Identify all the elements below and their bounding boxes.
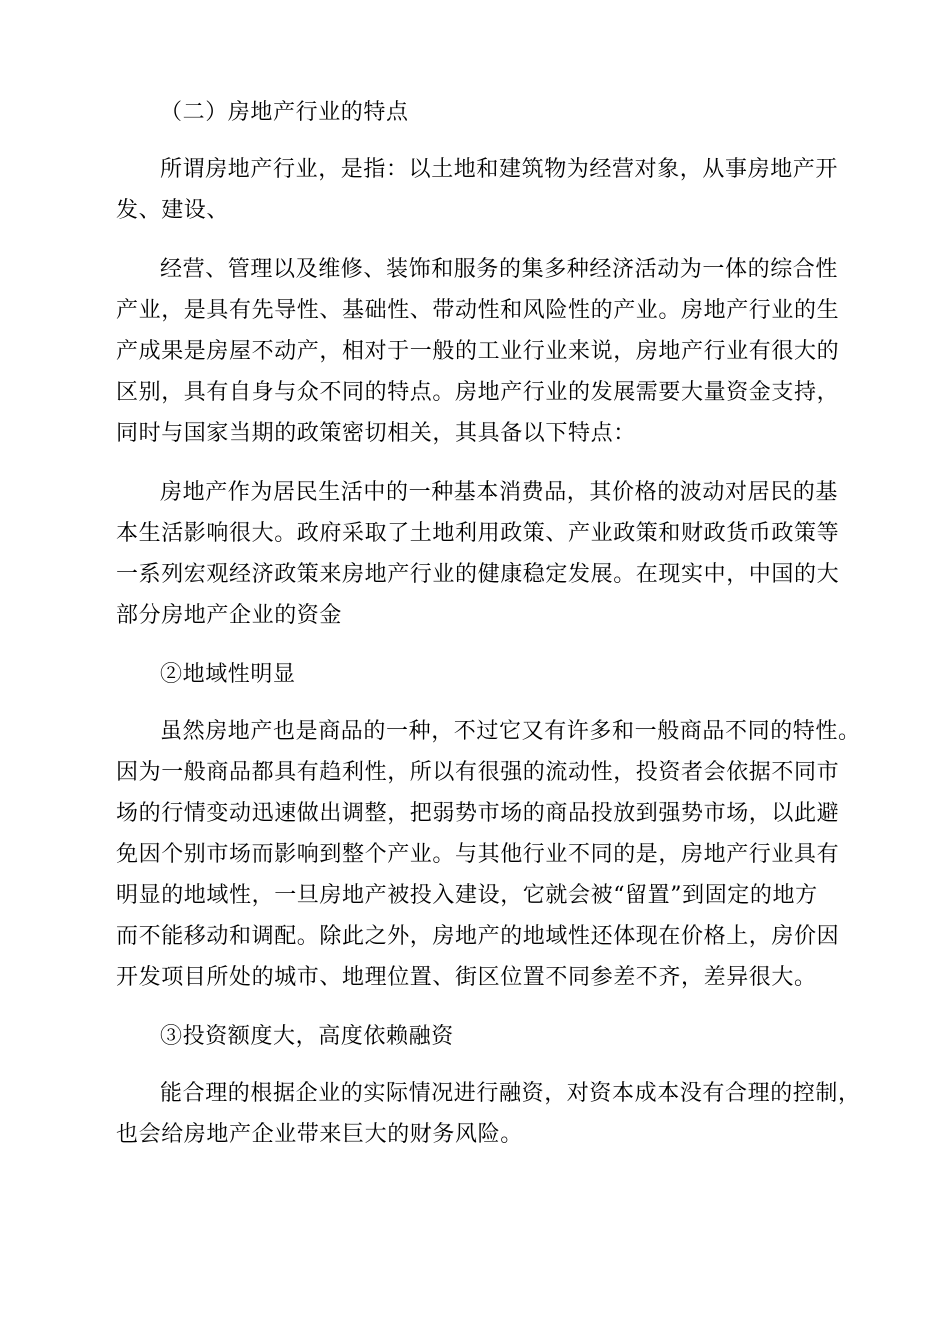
item-heading-regional — [116, 654, 836, 695]
item-heading-text: ②地域性明显 — [160, 662, 296, 687]
paragraph-consumer-goods — [116, 472, 840, 636]
paragraph-line: 开发项目所处的城市、地理位置、街区位置不同参差不齐，差异很大。 — [116, 965, 817, 990]
paragraph-line: 部分房地产企业的资金 — [116, 603, 343, 628]
paragraph-line: 虽然房地产也是商品的一种，不过它又有许多和一般商品不同的特性。 — [160, 719, 861, 744]
document-body — [116, 92, 861, 1173]
paragraph-line: 产业，是具有先导性、基础性、带动性和风险性的产业。房地产行业的生 — [116, 298, 840, 323]
paragraph-line: 本生活影响很大。政府采取了土地利用政策、产业政策和财政货币政策等 — [116, 521, 840, 546]
paragraph-line: 免因个别市场而影响到整个产业。与其他行业不同的是，房地产行业具有 — [116, 842, 840, 867]
paragraph-line: 也会给房地产企业带来巨大的财务风险。 — [116, 1122, 523, 1147]
paragraph-industry-overview — [116, 249, 840, 454]
item-heading-investment — [116, 1016, 836, 1057]
paragraph-line: 房地产作为居民生活中的一种基本消费品，其价格的波动对居民的基 — [160, 480, 839, 505]
item-heading-text: ③投资额度大，高度依赖融资 — [160, 1024, 454, 1049]
paragraph-regional — [116, 711, 861, 998]
paragraph-line: 所谓房地产行业，是指：以土地和建筑物为经营对象，从事房地产开 — [160, 157, 839, 182]
paragraph-line: 区别，具有自身与众不同的特点。房地产行业的发展需要大量资金支持， — [116, 380, 840, 405]
paragraph-definition — [116, 149, 839, 231]
paragraph-line: 能合理的根据企业的实际情况进行融资，对资本成本没有合理的控制， — [160, 1081, 861, 1106]
paragraph-line: 产成果是房屋不动产，相对于一般的工业行业来说，房地产行业有很大的 — [116, 339, 840, 364]
section-heading-text: （二）房地产行业的特点 — [160, 100, 409, 125]
paragraph-line: 一系列宏观经济政策来房地产行业的健康稳定发展。在现实中，中国的大 — [116, 562, 840, 587]
paragraph-line: 场的行情变动迅速做出调整，把弱势市场的商品投放到强势市场，以此避 — [116, 801, 840, 826]
section-heading — [116, 92, 836, 133]
paragraph-line: 同时与国家当期的政策密切相关，其具备以下特点： — [116, 421, 636, 446]
paragraph-line: 经营、管理以及维修、装饰和服务的集多种经济活动为一体的综合性 — [160, 257, 839, 282]
paragraph-line: 发、建设、 — [116, 198, 230, 223]
paragraph-line: 而不能移动和调配。除此之外，房地产的地域性还体现在价格上，房价因 — [116, 924, 840, 949]
paragraph-line: 因为一般商品都具有趋利性，所以有很强的流动性，投资者会依据不同市 — [116, 760, 840, 785]
paragraph-financing — [116, 1073, 861, 1155]
paragraph-line: 明显的地域性，一旦房地产被投入建设，它就会被“留置”到固定的地方 — [116, 883, 818, 908]
